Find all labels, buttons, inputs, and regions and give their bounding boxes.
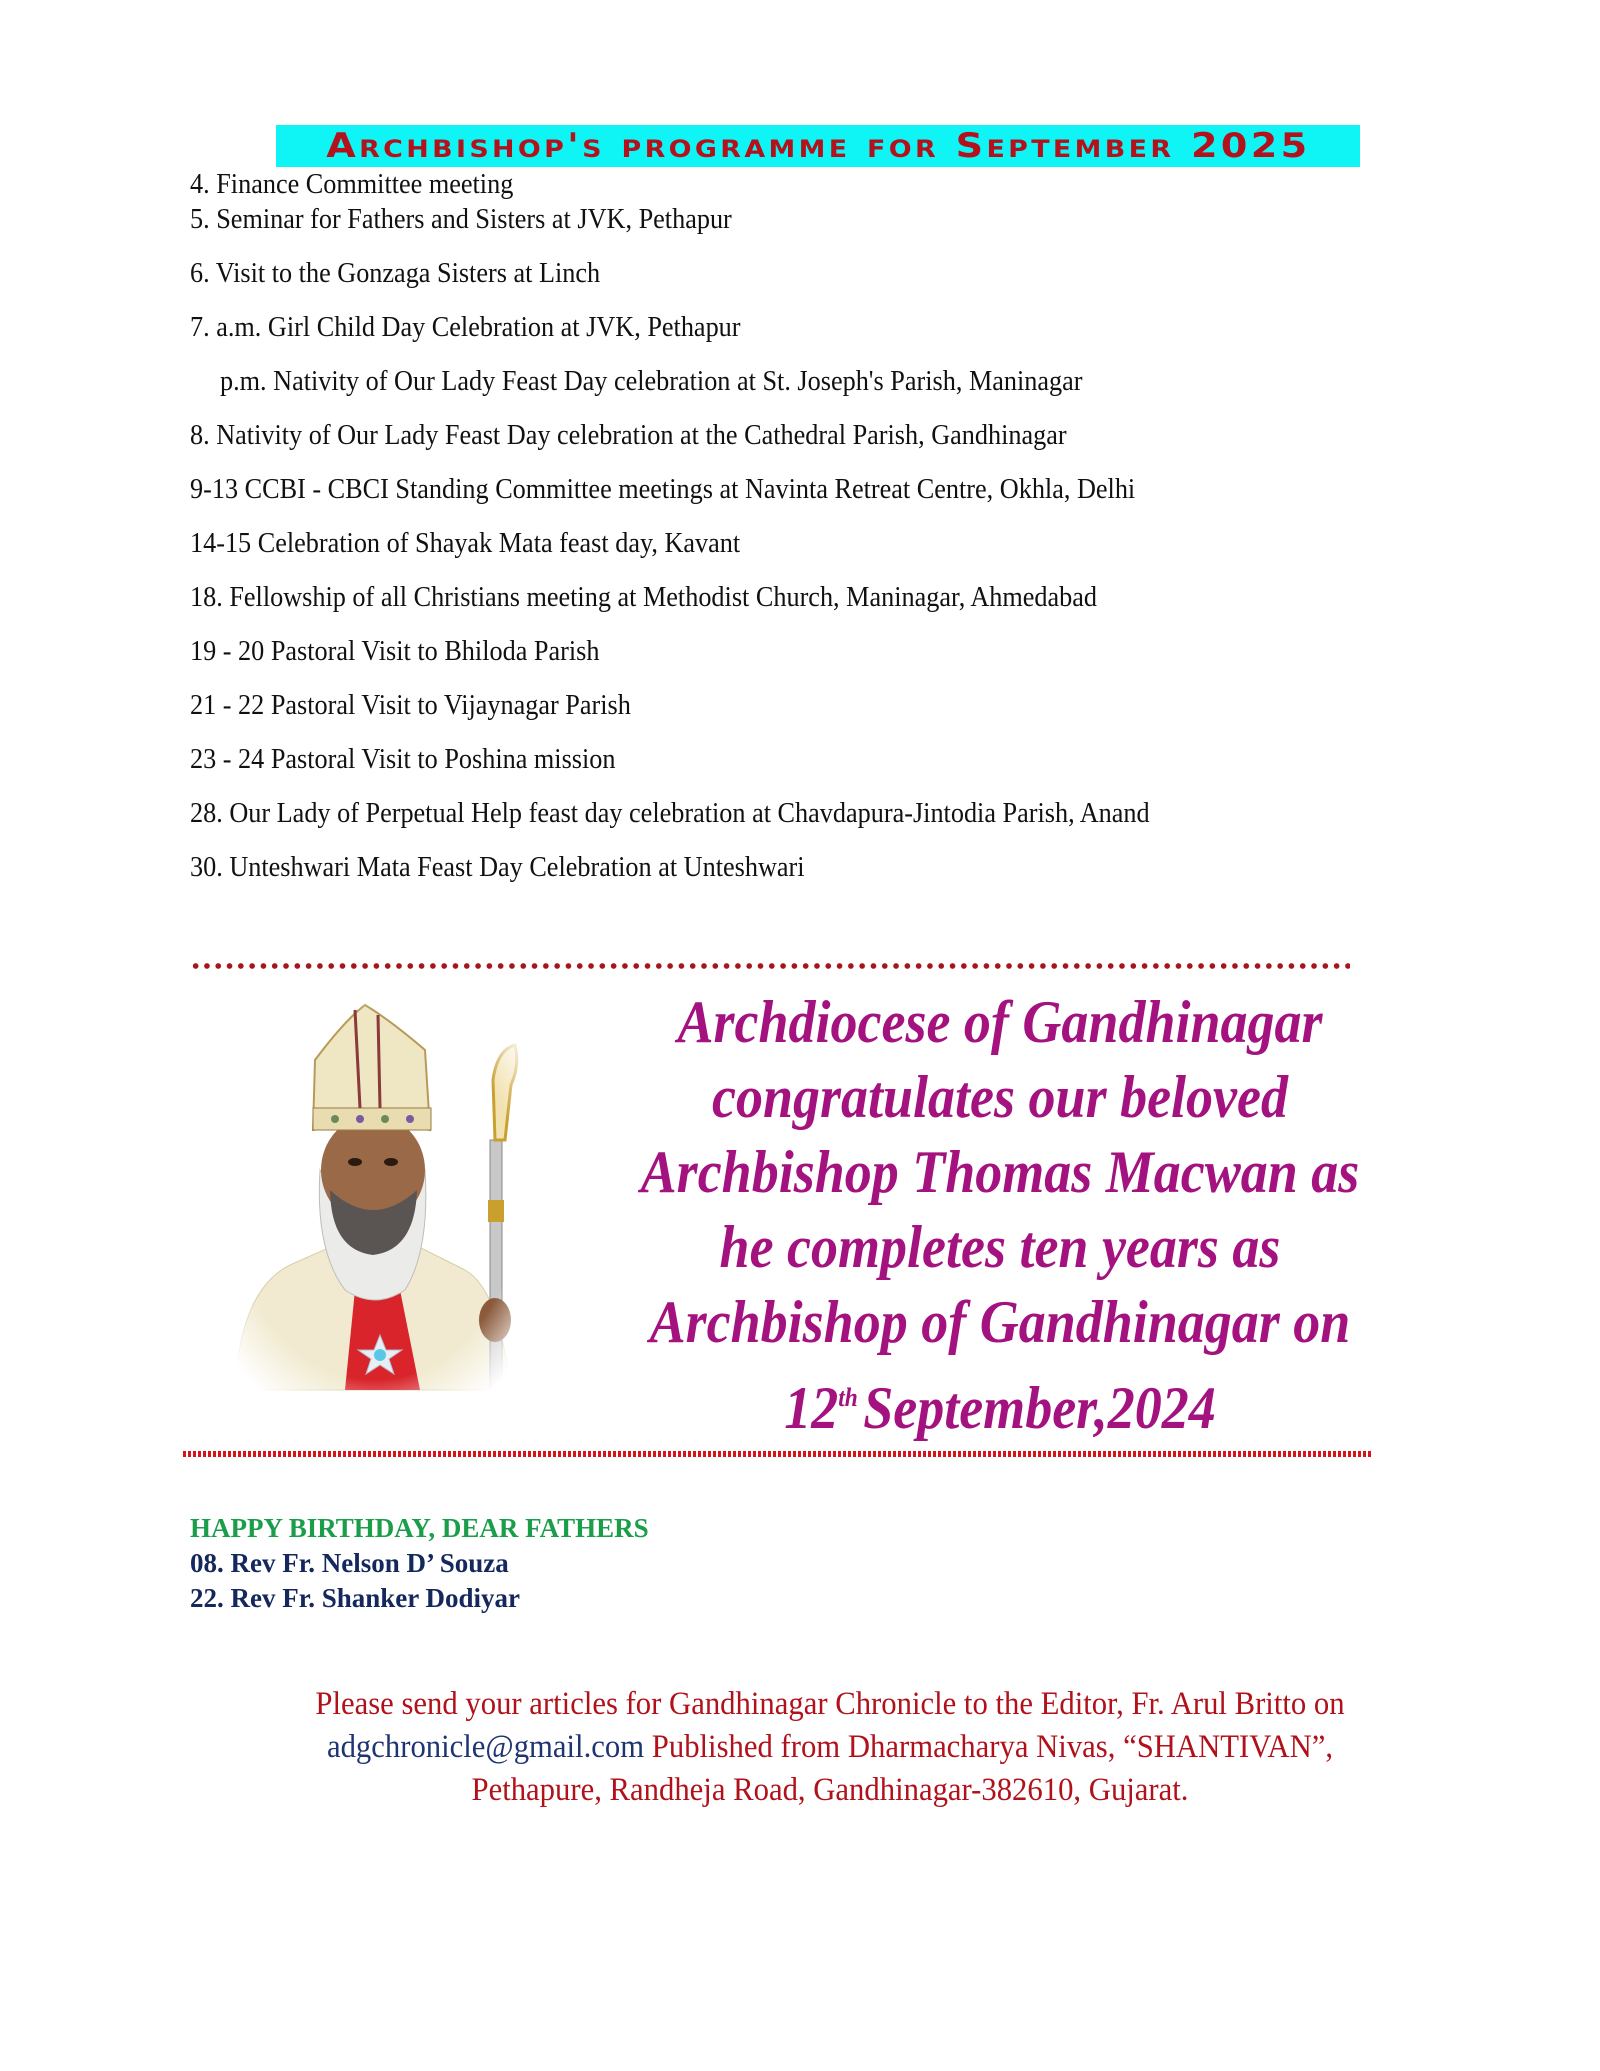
date-suffix: th: [838, 1383, 858, 1412]
congrats-line: Archbishop of Gandhinagar on: [649, 1289, 1351, 1355]
congrats-line: congratulates our beloved: [712, 1064, 1288, 1130]
date-day: 12: [784, 1375, 839, 1441]
programme-item: 23 - 24 Pastoral Visit to Poshina mission: [190, 744, 616, 775]
footer-address-start: Published from Dharmacharya Nivas, “SHANTIVAN”,: [644, 1729, 1334, 1765]
programme-item: 6. Visit to the Gonzaga Sisters at Linch: [190, 258, 601, 289]
programme-header: [276, 125, 1360, 167]
congratulations-message: [540, 985, 1460, 1446]
programme-item: 18. Fellowship of all Christians meeting at Methodist Church, Maninagar, Ahmedabad: [190, 582, 1098, 613]
programme-item: 5. Seminar for Fathers and Sisters at JVK, Pethapur: [190, 204, 732, 235]
programme-item: 30. Unteshwari Mata Feast Day Celebration at Unteshwari: [190, 852, 805, 883]
programme-item: 19 - 20 Pastoral Visit to Bhiloda Parish: [190, 636, 600, 667]
programme-item: 9-13 CCBI - CBCI Standing Committee meetings at Navinta Retreat Centre, Okhla, Delhi: [190, 474, 1136, 505]
birthday-heading: HAPPY BIRTHDAY, DEAR FATHERS: [190, 1513, 649, 1543]
date-rest: September,2024: [863, 1375, 1216, 1441]
programme-item: 14-15 Celebration of Shayak Mata feast day, Kavant: [190, 528, 741, 559]
footer-note: [200, 1683, 1460, 1812]
programme-item: 28. Our Lady of Perpetual Help feast day celebration at Chavdapura-Jintodia Parish, Anand: [190, 798, 1150, 829]
footer-line-1: Please send your articles for Gandhinagar Chronicle to the Editor, Fr. Arul Britto on: [315, 1686, 1345, 1722]
archbishop-photo: [215, 990, 535, 1400]
footer-line-3: Pethapure, Randheja Road, Gandhinagar-382610, Gujarat.: [471, 1772, 1189, 1808]
programme-item: 8. Nativity of Our Lady Feast Day celebration at the Cathedral Parish, Gandhinagar: [190, 420, 1067, 451]
programme-title: Archbishop's programme for September 2025: [325, 126, 1311, 166]
congrats-line: Archbishop Thomas Macwan as: [640, 1139, 1360, 1205]
congrats-line: he completes ten years as: [719, 1214, 1281, 1280]
footer-line-2: [244, 1726, 1416, 1769]
programme-item: 4. Finance Committee meeting: [190, 169, 514, 200]
dotted-divider: [190, 963, 1350, 969]
congrats-date: [586, 1360, 1414, 1446]
programme-item: 7. a.m. Girl Child Day Celebration at JVK, Pethapur: [190, 312, 741, 343]
programme-item: 21 - 22 Pastoral Visit to Vijaynagar Parish: [190, 690, 631, 721]
birthday-item: 08. Rev Fr. Nelson D’ Souza: [190, 1548, 509, 1578]
congrats-line: Archdiocese of Gandhinagar: [677, 989, 1323, 1055]
dotted-divider: [183, 1451, 1373, 1457]
programme-item: p.m. Nativity of Our Lady Feast Day celebration at St. Joseph's Parish, Maninagar: [220, 366, 1083, 397]
editor-email-link[interactable]: adgchronicle@gmail.com: [326, 1729, 645, 1765]
birthday-item: 22. Rev Fr. Shanker Dodiyar: [190, 1583, 521, 1613]
